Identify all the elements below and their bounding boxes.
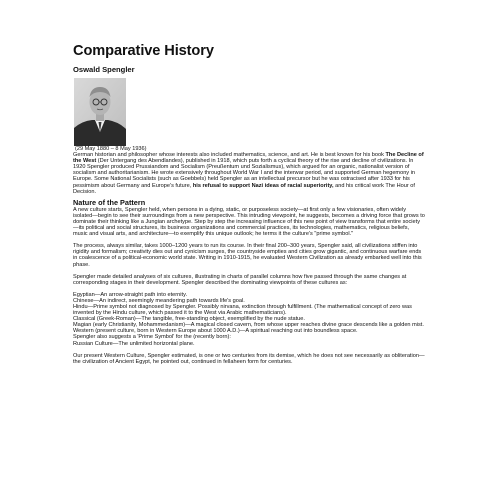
culture-item-egyptian: Egyptian—An arrow-straight path into eternity. bbox=[73, 291, 188, 298]
title-block bbox=[73, 42, 425, 64]
photo-caption: (29 May 1880 – 8 May 1936) bbox=[75, 146, 147, 152]
bio-text-3: and his critical work The Hour of Decision. bbox=[73, 182, 415, 195]
paragraph-six-cultures: Spengler made detailed analyses of six cultures, illustrating in charts of parallel columns how five passed through the same changes at corresponding stages in their development. Spengler described the dominating viewpoints of these cultures as: bbox=[73, 273, 407, 286]
paragraph-process: The process, always similar, takes 1000–1200 years to run its course. In their final 200–300 years, Spengler said, all civilizations stiffen into rigidity and formalism; creativity dies out and cynicism surges, the countryside empties and cities grow gigantic, and continuous warfare ends in coalescence of a political-economic world state. Writing in 1910-1915, he evaluated Western Civilization as already embarked well into this phase. bbox=[73, 243, 422, 268]
portrait-photo bbox=[74, 78, 126, 146]
section-heading: Nature of the Pattern bbox=[73, 197, 146, 207]
page-title: Comparative History bbox=[73, 43, 214, 59]
culture-item-western: Western (present culture, born in Western Europe about 1000 A.D.)—A spiritual reaching out into boundless space. bbox=[73, 328, 358, 335]
bio-text-1: German historian and philosopher whose interests also included mathematics, science, and art. He is best known for his book bbox=[73, 152, 386, 159]
culture-item-chinese: Chinese—An indirect, seemingly meandering path towards life's goal. bbox=[73, 297, 245, 304]
bio-paragraph bbox=[73, 152, 425, 195]
culture-list bbox=[73, 292, 425, 347]
document-page bbox=[73, 42, 425, 365]
culture-item-russian: Russian Culture—The unlimited horizontal plane. bbox=[73, 340, 195, 347]
author-heading: Oswald Spengler bbox=[73, 65, 135, 74]
bio-text-2: (Der Untergang des Abendlandes), published in 1918, which puts forth a cyclical theory of the rise and decline of civilizations. In 1920 Spengler produced Prussiandom and Socialism (Preußentum und Sozialismus), which argued for an organic, nationalist version of socialism and authoritarianism. He wrote extensively throughout World War I and the interwar period, and supported German hegemony in Europe. Some National Socialists (such as Goebbels) held Spengler as an intellectual precursor but he was ostracised after 1933 for his pessimism about Germany and Europe's future, bbox=[73, 158, 416, 189]
culture-item-prime-symbol-note: Spengler also suggests a 'Prime Symbol' for the (recently born): bbox=[73, 334, 231, 341]
paragraph-culture-start: A new culture starts, Spengler held, when persons in a dying, static, or purposeless society—at first only a few visionaries, often widely isolated—begin to see their surroundings from a new perspective. This intruding viewpoint, he suggests, becomes a driving force that grows to dominate their thinking like a Jungian archetype. Step by step the increasing influence of this new point of view transforms that entire society—its political and social structures, its business organizations and commercial practices, its technologies, mathematics, religious beliefs, music and visual arts, and architecture—to exemplify this unique outlook; he terms it the culture's "prime symbol." bbox=[73, 206, 425, 238]
bio-refusal: his refusal to support Nazi ideas of racial superiority, bbox=[192, 182, 334, 189]
closing-paragraph: Our present Western Culture, Spengler estimated, is one or two centuries from its demise, which he does not see necessarily as obliteration—the civilization of Ancient Egypt, he pointed out, continued in fellaheen form for centuries. bbox=[73, 352, 425, 365]
culture-item-hindu: Hindu—Prime symbol not diagnosed by Spengler. Possibly nirvana, extinction through fulfillment. (The mathematical concept of zero was invented by the Hindu culture, which passed it to the West via Arabic mathematicians). bbox=[73, 303, 412, 317]
culture-item-classical: Classical (Greek-Roman)—The tangible, free-standing object, exemplified by the nude statue. bbox=[73, 316, 305, 323]
book-title: The Decline of the West bbox=[73, 152, 424, 165]
culture-item-magian: Magian (early Christianity, Mohammedanism)—A magical closed cavern, from whose upper reaches divine grace descends like a golden mist. bbox=[73, 322, 424, 329]
